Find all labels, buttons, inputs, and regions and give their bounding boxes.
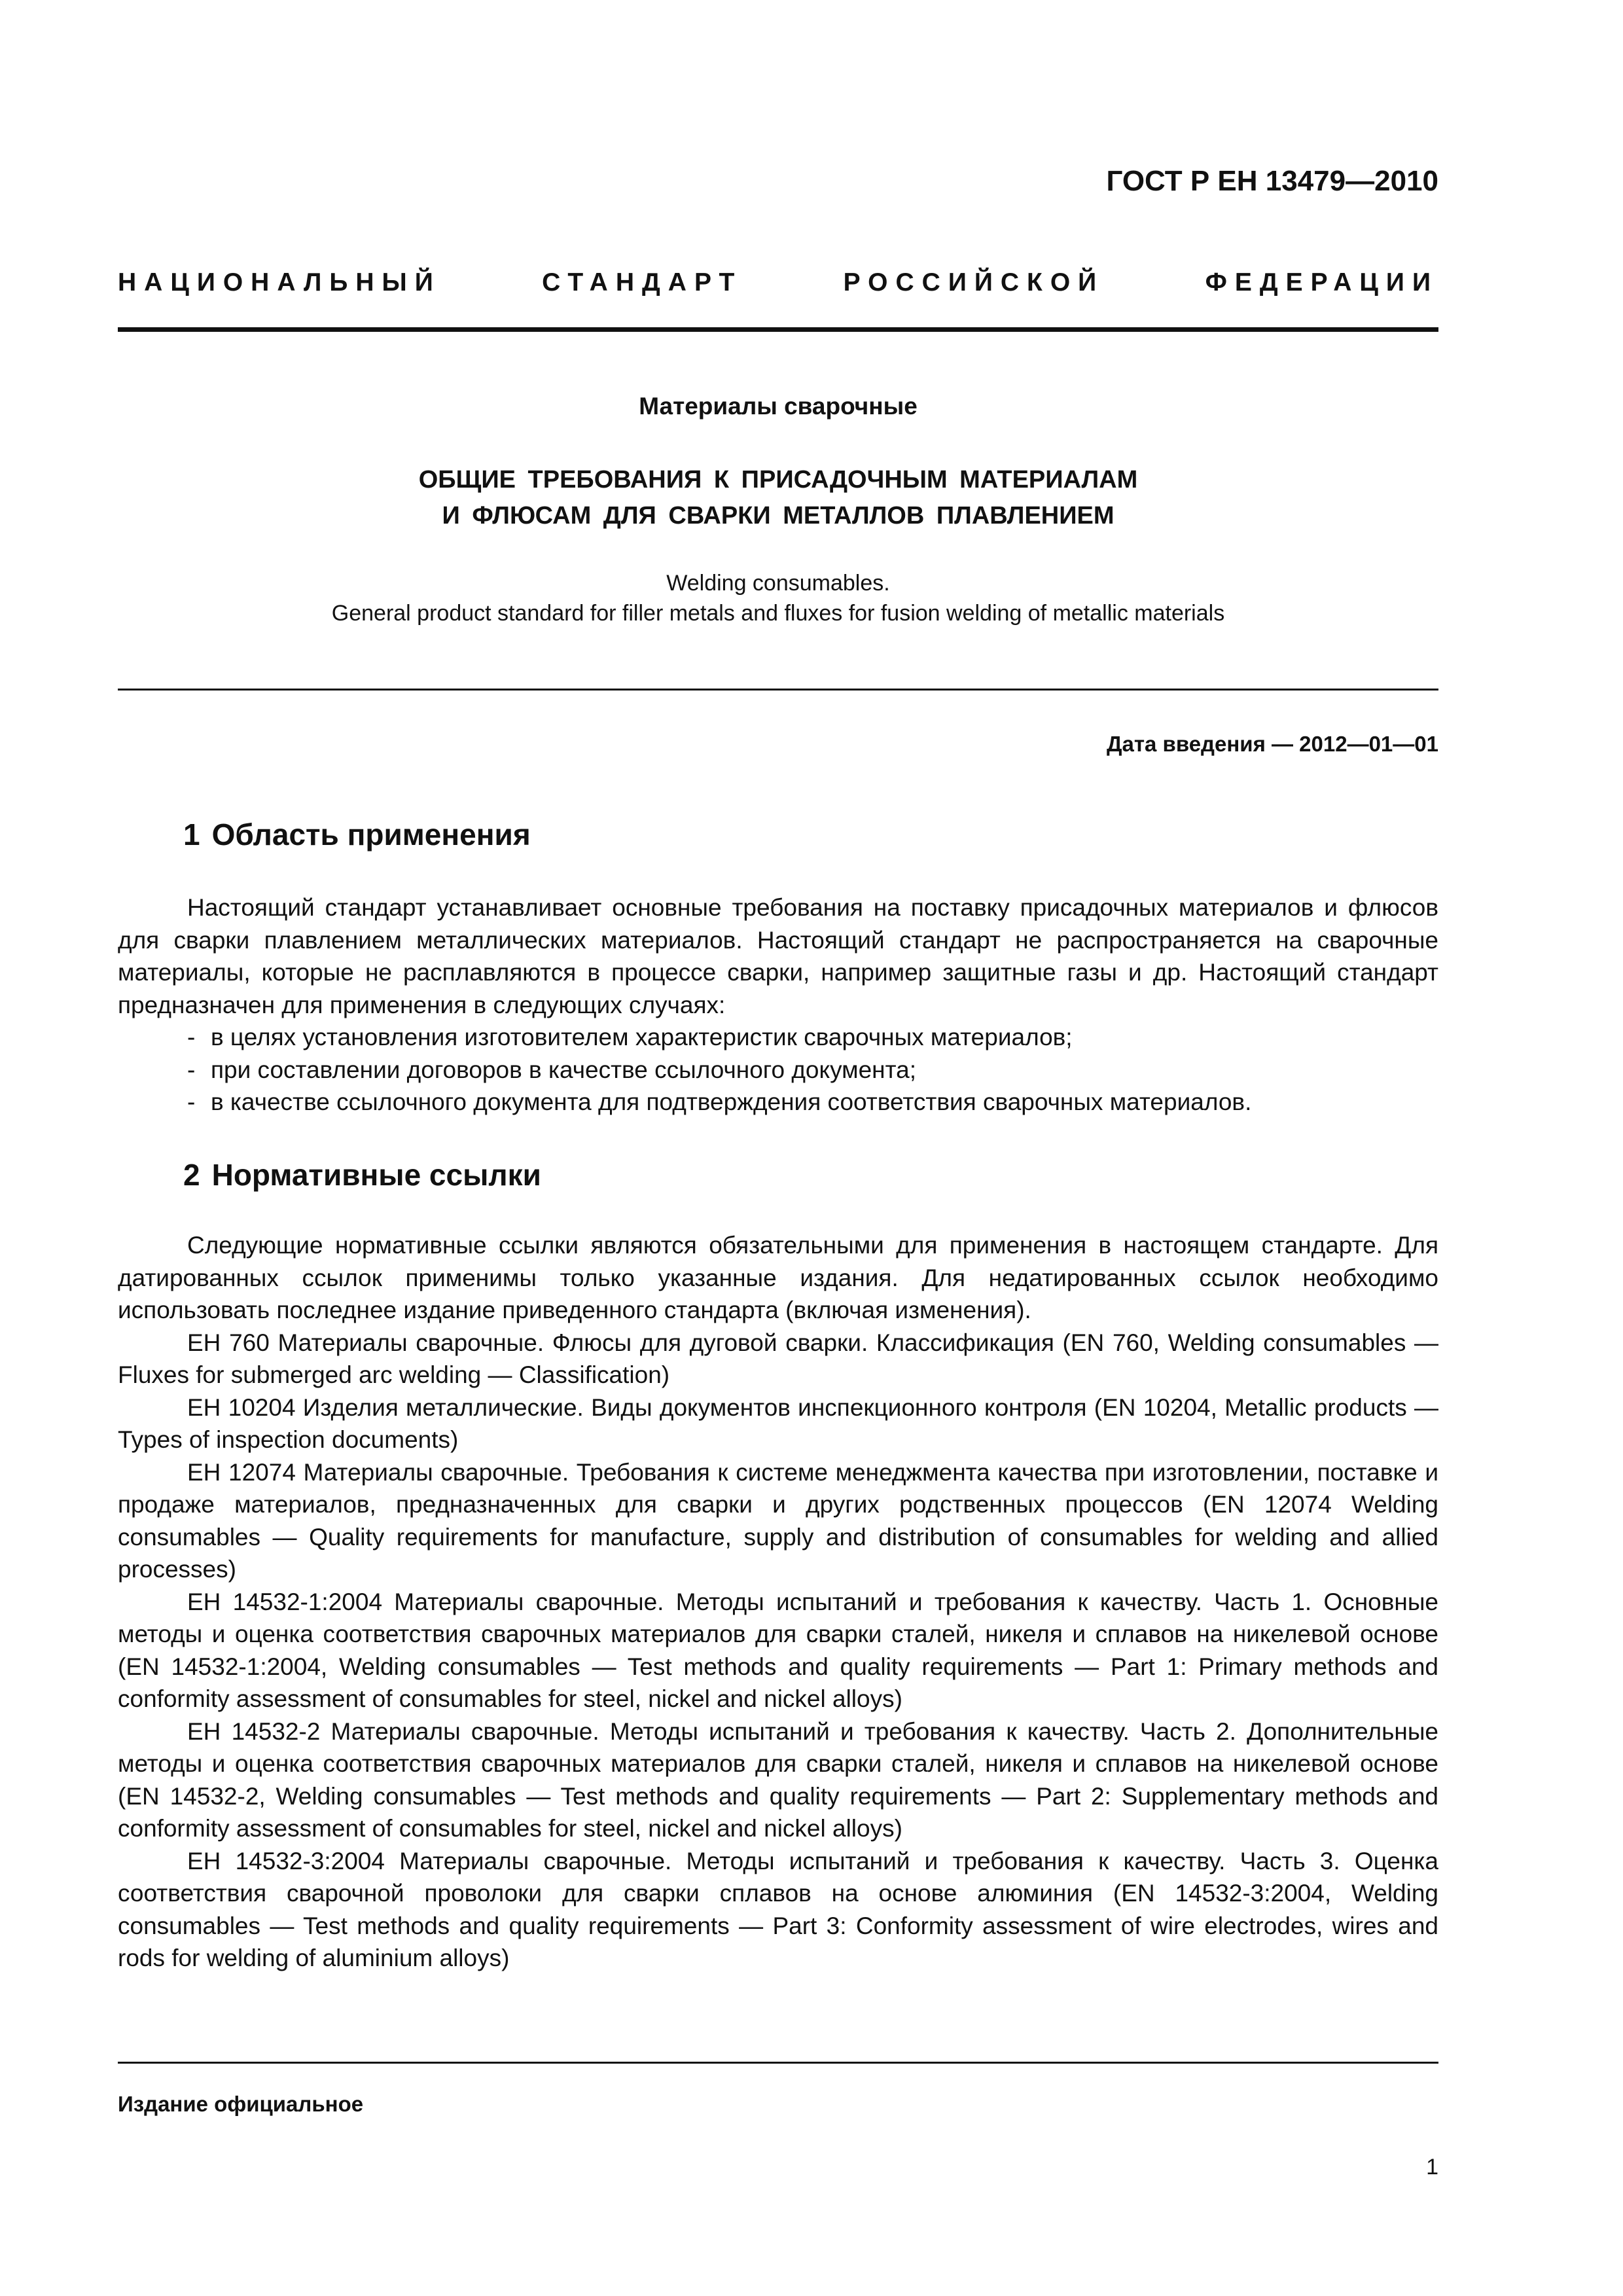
page-number: 1: [1426, 2155, 1438, 2179]
section-2-heading: [183, 1157, 541, 1193]
title-divider: [118, 689, 1438, 691]
national-header-word: СТАНДАРТ: [542, 268, 743, 296]
subject-line: Материалы сварочные: [639, 393, 918, 420]
national-standard-header: [118, 268, 1438, 297]
english-title-line: General product standard for filler metals and fluxes for fusion welding of metallic materials: [331, 601, 1225, 626]
national-header-word: РОССИЙСКОЙ: [843, 268, 1105, 296]
main-title-line: ОБЩИЕ ТРЕБОВАНИЯ К ПРИСАДОЧНЫМ МАТЕРИАЛАМ: [418, 466, 1138, 493]
paragraph: Настоящий стандарт устанавливает основные требования на поставку присадочных материалов и флюсов для сварки плавлением металлических материалов. Настоящий стандарт не распространяется на сварочные материалы, которые не расплавляются в процессе сварки, например защитные газы и др. Настоящий стандарт предназначен для применения в следующих случаях:: [118, 894, 1438, 1018]
section-1-body: [118, 891, 1438, 1119]
paragraph: Следующие нормативные ссылки являются обязательными для применения в настоящем стандарте. Для датированных ссылок применимы только указанные издания. Для недатированных ссылок необходимо использовать последнее издание приведенного стандарта (включая изменения).: [118, 1232, 1438, 1323]
reference-item: ЕН 14532-2 Материалы сварочные. Методы испытаний и требования к качеству. Часть 2. Дополнительные методы и оценка соответствия сварочных материалов для сварки сталей, никеля и сплавов на никелевой основе (EN 14532-2, Welding consumables — Test methods and quality requirements — Part 2: Supplementary methods and conformity assessment of consumables for steel, nickel and nickel alloys): [118, 1717, 1438, 1842]
national-header-word: ФЕДЕРАЦИИ: [1205, 268, 1438, 296]
edition-label: Издание официальное: [118, 2092, 364, 2116]
main-title: [118, 462, 1438, 534]
section-1-heading: [183, 817, 531, 852]
english-title: [118, 568, 1438, 628]
list-item: - в качестве ссылочного документа для подтверждения соответствия сварочных материалов.: [187, 1088, 1252, 1115]
header-divider: [118, 327, 1438, 332]
national-header-word: НАЦИОНАЛЬНЫЙ: [118, 268, 441, 296]
section-number: 2: [183, 1158, 200, 1192]
document-code: ГОСТ Р ЕН 13479—2010: [1106, 165, 1438, 197]
main-title-line: И ФЛЮСАМ ДЛЯ СВАРКИ МЕТАЛЛОВ ПЛАВЛЕНИЕМ: [442, 502, 1115, 529]
section-title: Нормативные ссылки: [211, 1158, 541, 1192]
reference-item: ЕН 12074 Материалы сварочные. Требования к системе менеджмента качества при изготовлении, поставке и продаже материалов, предназначенных для сварки и других родственных процессов (EN 12074 Welding consumables — Quality requirements for manufacture, supply and distribution of consumables for welding and allied processes): [118, 1458, 1438, 1583]
reference-item: ЕН 760 Материалы сварочные. Флюсы для дуговой сварки. Классификация (EN 760, Welding consumables — Fluxes for submerged arc welding — Classification): [118, 1329, 1438, 1388]
section-number: 1: [183, 817, 200, 852]
section-2-body: [118, 1229, 1438, 1975]
reference-item: ЕН 14532-1:2004 Материалы сварочные. Методы испытаний и требования к качеству. Часть 1. Основные методы и оценка соответствия сварочных материалов для сварки сталей, никеля и сплавов на никелевой основе (EN 14532-1:2004, Welding consumables — Test methods and quality requirements — Part 1: Primary methods and conformity assessment of consumables for steel, nickel and nickel alloys): [118, 1588, 1438, 1712]
reference-item: ЕН 14532-3:2004 Материалы сварочные. Методы испытаний и требования к качеству. Часть 3. Оценка соответствия сварочной проволоки для сварки сплавов на основе алюминия (EN 14532-3:2004, Welding consumables — Test methods and quality requirements — Part 3: Conformity assessment of wire electrodes, wires and rods for welding of aluminium alloys): [118, 1847, 1438, 1971]
english-title-line: Welding consumables.: [666, 571, 890, 596]
introduction-date: Дата введения — 2012—01—01: [1107, 732, 1438, 756]
reference-item: ЕН 10204 Изделия металлические. Виды документов инспекционного контроля (EN 10204, Metallic products — Types of inspection documents): [118, 1393, 1438, 1453]
bullet-list: [118, 1021, 1438, 1119]
section-title: Область применения: [211, 817, 531, 852]
footer-divider: [118, 2062, 1438, 2064]
list-item: - в целях установления изготовителем характеристик сварочных материалов;: [187, 1024, 1073, 1050]
list-item: - при составлении договоров в качестве ссылочного документа;: [187, 1056, 917, 1083]
